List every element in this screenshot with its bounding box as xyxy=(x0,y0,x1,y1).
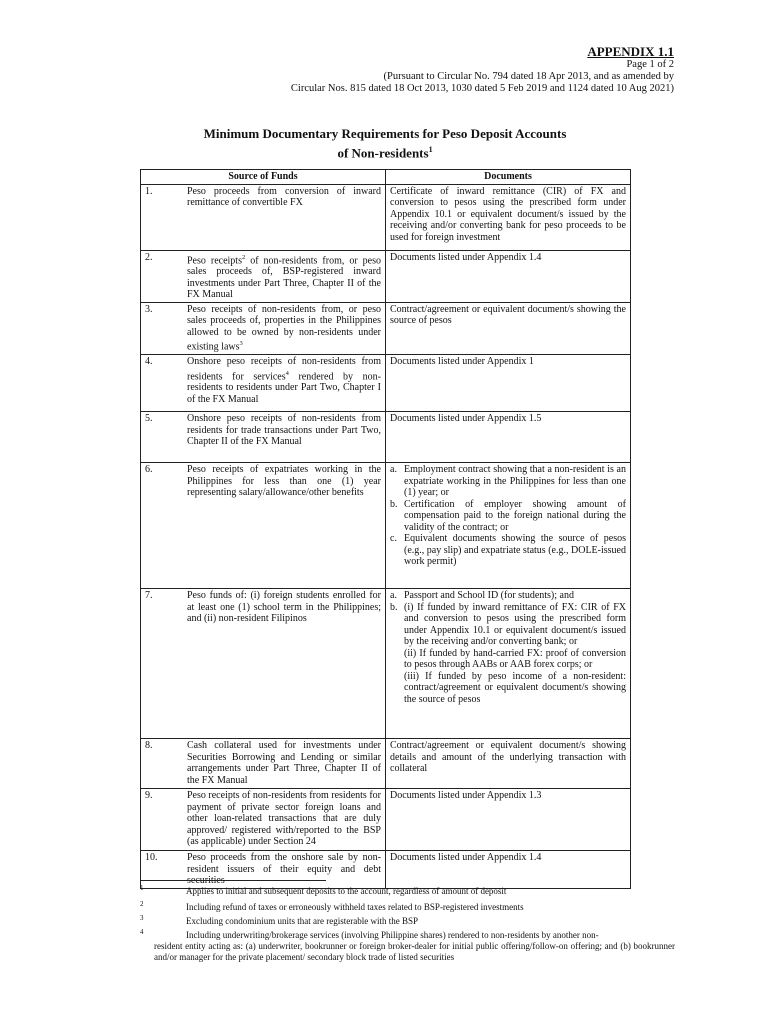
table-row xyxy=(141,739,631,789)
footnote-text: Excluding condominium units that are registerable with the BSP xyxy=(186,916,418,926)
documents-cell xyxy=(386,851,631,889)
table-row xyxy=(141,412,631,463)
item-marker: a. xyxy=(390,464,397,476)
pursuant-line-1: (Pursuant to Circular No. 794 dated 18 Apr 2013, and as amended by xyxy=(383,71,674,82)
documents-cell xyxy=(386,789,631,851)
footnote-number: 3 xyxy=(140,914,144,922)
source-cell xyxy=(141,250,386,302)
source-text xyxy=(187,356,381,405)
row-number: 3. xyxy=(145,303,153,315)
row-number: 1. xyxy=(145,185,153,197)
footnote-text: Including refund of taxes or erroneously withheld taxes related to BSP-registered investments xyxy=(186,902,524,912)
footnote-number: 1 xyxy=(140,884,144,892)
document-subitem: (ii) If funded by hand-carried FX: proof of conversion to pesos through AABs or AAB forex corps; or xyxy=(404,647,626,671)
source-cell xyxy=(141,739,386,789)
footnote-divider xyxy=(140,880,326,881)
column-header-source: Source of Funds xyxy=(141,170,386,185)
item-marker: c. xyxy=(390,533,397,545)
document-header xyxy=(291,44,674,95)
source-text-part: of non-residents from, or peso sales proceeds of, BSP-registered inward investments under Part Three, Chapter II of the FX Manual xyxy=(187,254,381,301)
documents-text: Certificate of inward remittance (CIR) of FX and conversion to pesos using the prescribed form under Appendix 10.1 or equivalent document/s issued by the receiving and/or converting bank for peso proceeds to be used for foreign investment xyxy=(390,185,626,243)
source-text: Cash collateral used for investments under Securities Borrowing and Lending or similar arrangements under Part Three, Chapter II of the FX Manual xyxy=(187,740,381,786)
footnote xyxy=(140,902,675,913)
source-text: Peso proceeds from conversion of inward remittance of convertible FX xyxy=(187,185,381,208)
footnote-ref: 2 xyxy=(241,253,246,261)
item-text: Certification of employer showing amount of compensation paid to the foreign national during the validity of the contract; or xyxy=(404,498,626,533)
table-row xyxy=(141,789,631,851)
footnote-text-continued: resident entity acting as: (a) underwriter, bookrunner or foreign broker-dealer for initial public offering/follow-on offering; and (b) bookrunner and/or manager for the private placement/ secondary block trade of listed securities xyxy=(154,941,675,962)
source-text-part: rendered by non-residents to residents under Part Two, Chapter I of the FX Manual xyxy=(187,370,381,405)
footnote xyxy=(140,930,675,963)
document-title xyxy=(140,126,630,161)
column-header-documents: Documents xyxy=(386,170,631,185)
title-footnote-ref: 1 xyxy=(428,145,433,154)
source-cell xyxy=(141,851,386,889)
item-marker: b. xyxy=(390,601,398,613)
row-number: 8. xyxy=(145,740,153,752)
documents-text: Documents listed under Appendix 1.3 xyxy=(390,790,542,802)
documents-text: Documents listed under Appendix 1 xyxy=(390,356,534,368)
source-cell xyxy=(141,184,386,250)
row-number: 6. xyxy=(145,464,153,476)
document-subitem: (iii) If funded by peso income of a non-resident: contract/agreement or equivalent document/s showing the source of pesos xyxy=(404,670,626,705)
source-text: Peso receipts of expatriates working in the Philippines for less than one (1) year representing salary/allowance/other benefits xyxy=(187,464,381,499)
documents-text: Contract/agreement or equivalent document/s showing details and amount of the underlying transaction with collateral xyxy=(390,740,626,775)
document-item xyxy=(390,602,626,648)
documents-cell xyxy=(386,412,631,463)
source-text: Peso receipts of non-residents from residents for payment of private sector foreign loans and other loan-related transactions that are duly approved/ registered with/reported to the BSP (as applicable) under Section 24 xyxy=(187,790,381,848)
item-marker: b. xyxy=(390,498,398,510)
source-text-part: Onshore peso receipts of non-residents from residents for services xyxy=(187,356,381,382)
footnote-text: Applies to initial and subsequent deposits to the account, regardless of amount of deposit xyxy=(186,886,507,896)
source-cell xyxy=(141,355,386,412)
item-text: (i) If funded by inward remittance of FX: CIR of FX and conversion to pesos using the prescribed form under Appendix 10.1 or equivalent document/s issued by the receiving and/or converting bank; or xyxy=(404,601,626,648)
documents-cell xyxy=(386,302,631,354)
source-text: Onshore peso receipts of non-residents from residents for trade transactions under Part Two, Chapter II of the FX Manual xyxy=(187,413,381,448)
source-text xyxy=(187,304,381,353)
table-row xyxy=(141,184,631,250)
item-text: Equivalent documents showing the source of pesos (e.g., pay slip) and expatriate status (e.g., DOLE-issued work permit) xyxy=(404,533,626,568)
footnote-ref: 3 xyxy=(239,340,243,348)
appendix-label: APPENDIX 1.1 xyxy=(587,44,674,59)
footnote-number: 4 xyxy=(140,928,144,936)
documents-cell xyxy=(386,463,631,589)
source-cell xyxy=(141,789,386,851)
documents-cell xyxy=(386,355,631,412)
footnote-ref: 4 xyxy=(285,369,289,377)
document-item xyxy=(390,499,626,534)
document-item xyxy=(390,464,626,499)
footnote xyxy=(140,886,675,897)
source-text: Peso proceeds from the onshore sale by non-resident issuers of their equity and debt securities xyxy=(187,852,381,887)
item-marker: a. xyxy=(390,590,397,602)
documents-text: Documents listed under Appendix 1.5 xyxy=(390,413,542,425)
table-row xyxy=(141,250,631,302)
source-text-part: Peso receipts of non-residents from, or peso sales proceeds of, properties in the Philippines allowed to be owned by non-residents under existing laws xyxy=(187,303,381,353)
row-number: 2. xyxy=(145,251,153,263)
documents-cell xyxy=(386,739,631,789)
footnote-text: Including underwriting/brokerage services (involving Philippine shares) rendered to non-residents by another non- xyxy=(186,930,599,940)
document-item xyxy=(390,533,626,568)
item-text: Passport and School ID (for students); and xyxy=(404,590,574,602)
source-cell xyxy=(141,302,386,354)
pursuant-line-2: Circular Nos. 815 dated 18 Oct 2013, 1030 dated 5 Feb 2019 and 1124 dated 10 Aug 2021) xyxy=(290,83,674,94)
table-row xyxy=(141,851,631,889)
document-item xyxy=(390,590,626,602)
item-text: Employment contract showing that a non-resident is an expatriate working in the Philippines for less than one (1) year; or xyxy=(404,464,626,499)
row-number: 10. xyxy=(145,852,158,864)
row-number: 4. xyxy=(145,356,153,368)
source-cell xyxy=(141,412,386,463)
title-line-2 xyxy=(140,142,630,161)
footnote-number: 2 xyxy=(140,900,144,908)
source-text xyxy=(187,252,381,301)
documents-text: Contract/agreement or equivalent document/s showing the source of pesos xyxy=(390,303,626,327)
title-line-2-text: of Non-residents xyxy=(337,145,429,161)
table-row xyxy=(141,355,631,412)
documents-cell xyxy=(386,184,631,250)
documents-cell xyxy=(386,250,631,302)
source-text-part: Peso receipts xyxy=(187,254,242,266)
title-line-1: Minimum Documentary Requirements for Peso Deposit Accounts xyxy=(203,126,567,141)
source-cell xyxy=(141,463,386,589)
footnote xyxy=(140,916,675,927)
documents-cell xyxy=(386,589,631,739)
row-number: 7. xyxy=(145,590,153,602)
page-number: Page 1 of 2 xyxy=(626,59,674,70)
table-header-row xyxy=(141,170,631,185)
table-row xyxy=(141,463,631,589)
documents-text: Documents listed under Appendix 1.4 xyxy=(390,251,542,263)
table-row xyxy=(141,589,631,739)
table-row xyxy=(141,302,631,354)
source-text: Peso funds of: (i) foreign students enrolled for at least one (1) school term in the Philippines; and (ii) non-resident Filipinos xyxy=(187,590,381,625)
source-cell xyxy=(141,589,386,739)
documents-text: Documents listed under Appendix 1.4 xyxy=(390,852,542,864)
row-number: 5. xyxy=(145,413,153,425)
requirements-table xyxy=(140,169,631,889)
row-number: 9. xyxy=(145,790,153,802)
